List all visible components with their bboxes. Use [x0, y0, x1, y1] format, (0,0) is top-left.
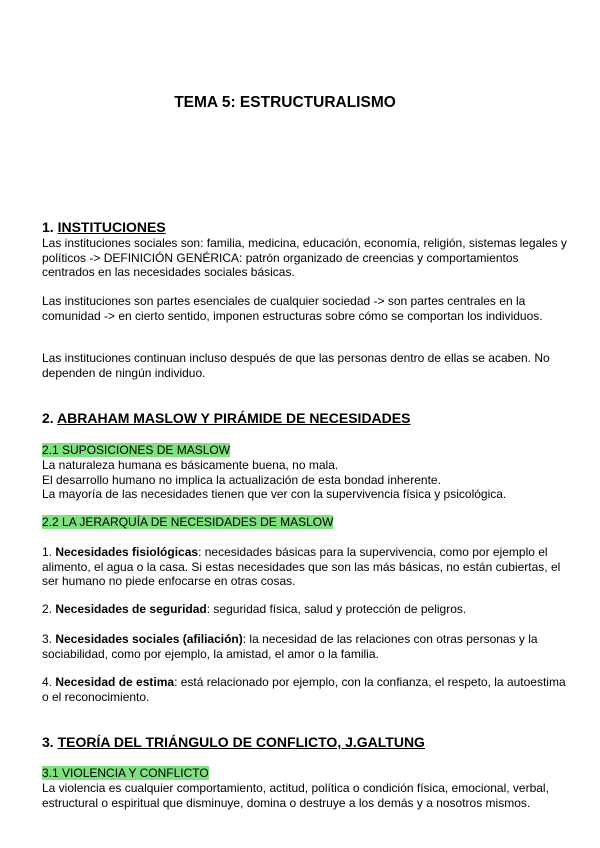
need-text: : necesidades básicas para la supervivencia, como por ejemplo el alimento, el agua o la casa. Si estas necesidades que son las más básicas, no están cubiertas, el ser humano no piede enfocarse en otras cosas. — [42, 545, 561, 588]
section-1-paragraph-3: Las instituciones continuan incluso después de que las personas dentro de ellas se acaben. No dependen de ningún individuo. — [42, 351, 550, 380]
maslow-assumption: La naturaleza humana es básicamente buena, no mala. — [42, 458, 339, 472]
subsection-2-1-heading — [42, 443, 572, 458]
section-3-title: TEORÍA DEL TRIÁNGULO DE CONFLICTO, J.GALTUNG — [57, 734, 425, 750]
subsection-2-2-heading — [42, 515, 572, 530]
section-2-heading — [42, 410, 572, 427]
need-text: : seguridad física, salud y protección de peligros. — [206, 602, 467, 616]
need-term: Necesidades de seguridad — [55, 602, 207, 616]
need-item-1 — [42, 545, 572, 589]
need-term: Necesidades fisiológicas — [55, 545, 199, 559]
section-1-paragraph-2: Las instituciones son partes esenciales de cualquier sociedad -> son partes centrales en la comunidad -> en cierto sentido, imponen estructuras sobre cómo se comportan los individuos. — [42, 294, 543, 323]
section-1-paragraph-1: Las instituciones sociales son: familia, medicina, educación, economía, religión, sistemas legales y políticos -> DEFINICIÓN GENÉRICA: patrón organizado de creencias y comportamientos centrados en las necesidades sociales básicas. — [42, 236, 567, 279]
need-number: 4. — [42, 675, 56, 689]
section-3-paragraph-1: La violencia es cualquier comportamiento, actitud, política o condición física, emocional, verbal, estructural o espiritual que disminuye, domina o destruye a los demás y a nosotros mismos. — [42, 781, 549, 810]
need-term: Necesidad de estima — [55, 675, 175, 689]
need-term: Necesidades sociales (afiliación) — [55, 632, 243, 646]
section-1-title: INSTITUCIONES — [57, 219, 166, 235]
subsection-2-1-title: 2.1 SUPOSICIONES DE MASLOW — [42, 443, 231, 457]
need-text: : está relacionado por ejemplo, con la confianza, el respeto, la autoestima o el reconocimiento. — [42, 675, 566, 704]
need-item-4 — [42, 675, 572, 704]
need-item-2 — [42, 602, 572, 617]
section-2-title: ABRAHAM MASLOW Y PIRÁMIDE DE NECESIDADES — [57, 410, 411, 426]
subsection-3-1-heading — [42, 766, 572, 781]
maslow-assumption: El desarrollo humano no implica la actualización de esta bondad inherente. — [42, 472, 441, 487]
subsection-2-1-body — [42, 458, 572, 502]
need-number: 3. — [42, 632, 56, 646]
need-text: : la necesidad de las relaciones con otras personas y la sociabilidad, como por ejemplo, la amistad, el amor o la familia. — [42, 632, 538, 661]
need-number: 2. — [42, 602, 56, 616]
maslow-assumption: La mayoría de las necesidades tienen que ver con la supervivencia física y psicológica. — [42, 487, 507, 501]
need-number: 1. — [42, 545, 56, 559]
section-2-number: 2. — [42, 410, 58, 426]
subsection-2-2-title: 2.2 LA JERARQUÍA DE NECESIDADES DE MASLOW — [42, 515, 334, 529]
section-1-number: 1. — [42, 219, 58, 235]
section-3-number: 3. — [42, 734, 58, 750]
section-3-heading — [42, 734, 572, 751]
section-1-heading — [42, 219, 572, 236]
subsection-3-1-title: 3.1 VIOLENCIA Y CONFLICTO — [42, 766, 209, 780]
page-title: TEMA 5: ESTRUCTURALISMO — [174, 94, 396, 111]
need-item-3 — [42, 632, 572, 661]
